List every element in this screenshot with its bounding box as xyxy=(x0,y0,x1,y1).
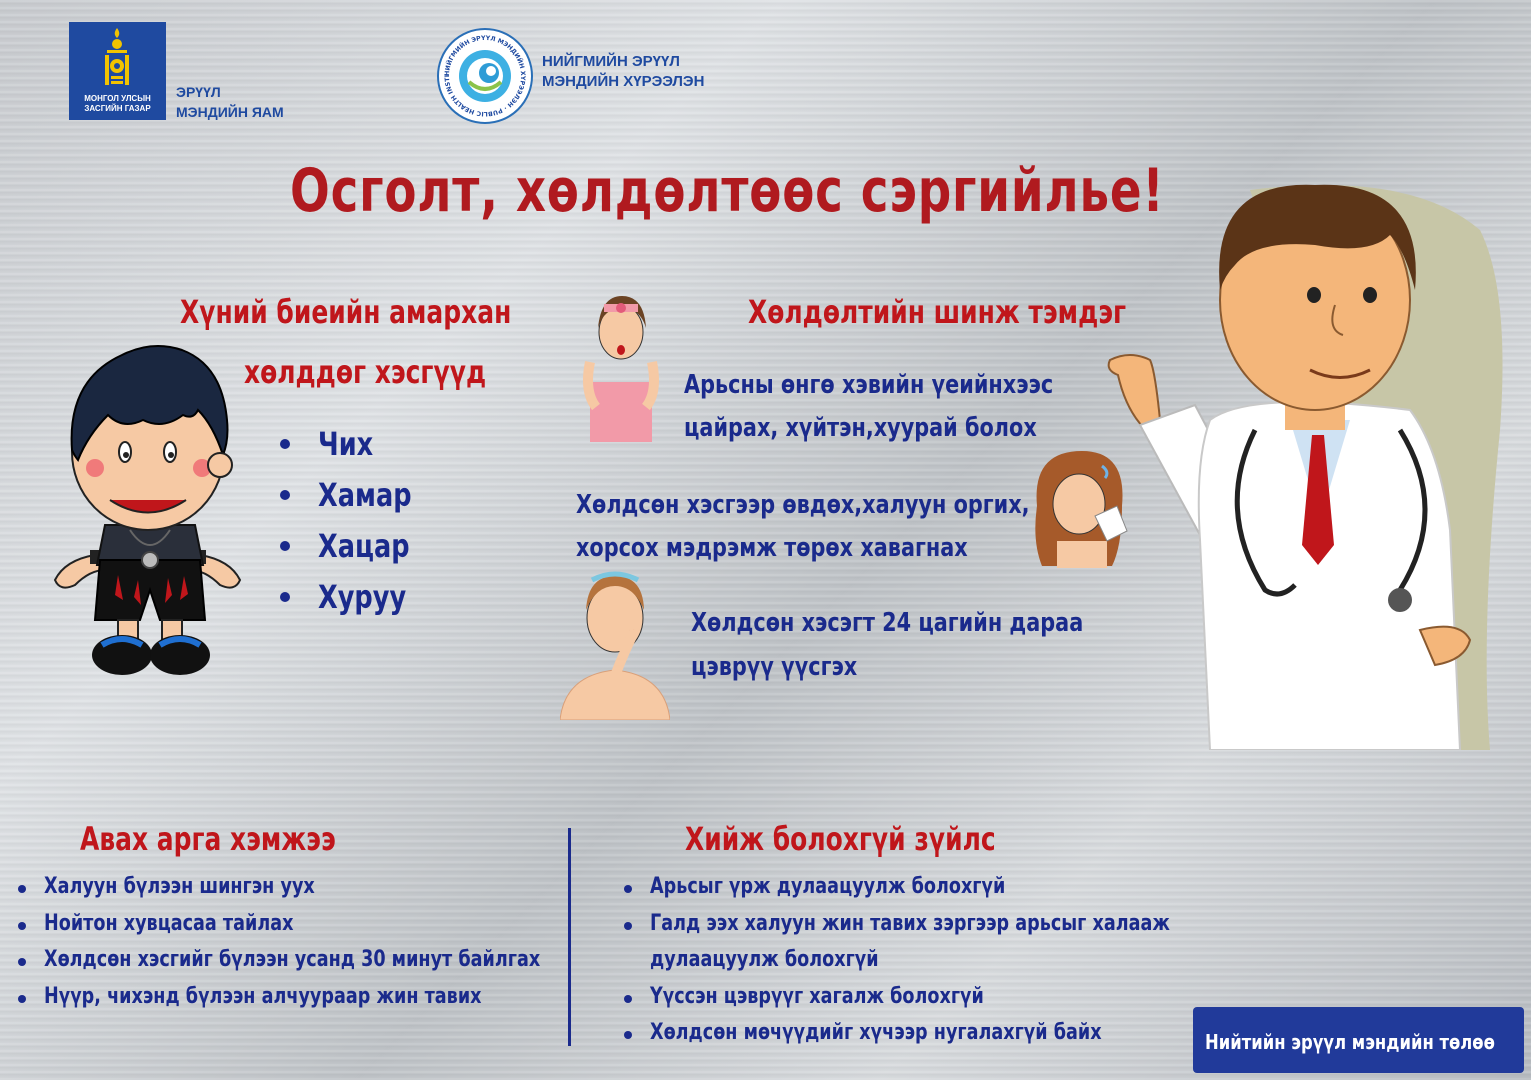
bullet-icon xyxy=(18,922,26,930)
institute-name-line2: МЭНДИЙН ХҮРЭЭЛЭН xyxy=(542,73,705,90)
list-item: Үүссэн цэврүүг хагалж болохгүй xyxy=(624,984,1184,1021)
list-item: Чих xyxy=(280,425,480,476)
body-parts-list xyxy=(280,425,480,629)
ministry-name-line1: ЭРҮҮЛ xyxy=(176,84,221,100)
measures-heading: Авах арга хэмжээ xyxy=(80,820,336,858)
bullet-icon xyxy=(624,1031,632,1039)
symptom-2-line2: хорсох мэдрэмж төрөх хавагнах xyxy=(576,533,968,563)
list-item: Нойтон хувцасаа тайлах xyxy=(18,911,578,948)
ministry-name xyxy=(176,82,284,122)
ministry-name-line2: МЭНДИЙН ЯАМ xyxy=(176,104,284,120)
list-item: Хамар xyxy=(280,476,480,527)
bullet-icon xyxy=(280,592,290,602)
bullet-icon xyxy=(624,885,632,893)
body-parts-heading-line2: хөлддөг хэсгүүд xyxy=(244,353,487,391)
body-parts-heading-line1: Хүний биеийн амархан xyxy=(180,293,512,331)
institute-logo xyxy=(437,28,533,124)
bullet-icon xyxy=(280,439,290,449)
list-item: Хөлдсөн хэсгийг бүлээн усанд 30 минут байлгах xyxy=(18,947,578,984)
bullet-icon xyxy=(280,490,290,500)
symptom-1-line2: цайрах, хүйтэн,хуурай болох xyxy=(684,413,1037,443)
list-item: Халуун бүлээн шингэн уух xyxy=(18,874,578,911)
donts-heading: Хийж болохгүй зүйлс xyxy=(685,820,996,858)
government-logo-label: МОНГОЛ УЛСЫН ЗАСГИЙН ГАЗАР xyxy=(84,94,151,113)
woman-blister-illustration xyxy=(560,570,670,720)
list-item-continuation: дулаацуулж болохгүй xyxy=(650,947,879,972)
donts-list xyxy=(624,874,1184,1057)
bullet-icon xyxy=(18,995,26,1003)
boy-illustration xyxy=(50,340,250,680)
bullet-icon xyxy=(624,995,632,1003)
soyombo-icon xyxy=(69,22,166,92)
list-item: Галд ээх халуун жин тавих зэргээр арьсыг халааж xyxy=(624,911,1184,948)
institute-name xyxy=(542,52,704,92)
footer-text: Нийтийн эрүүл мэндийн төлөө xyxy=(1205,1030,1495,1054)
institute-seal-text: НИЙГМИЙН ЭРҮҮЛ МЭНДИЙН ХҮРЭЭЛЭН · PUBLIC HEALTH INSTI xyxy=(443,34,527,118)
symptoms-heading: Хөлдөлтийн шинж тэмдэг xyxy=(748,293,1127,331)
institute-emblem-icon xyxy=(439,30,531,122)
symptom-2-line1: Хөлдсөн хэсгээр өвдөх,халуун оргих, xyxy=(576,490,1030,520)
institute-name-line1: НИЙГМИЙН ЭРҮҮЛ xyxy=(542,53,680,70)
bullet-icon xyxy=(18,958,26,966)
list-item: Хацар xyxy=(280,527,480,578)
symptom-3-line1: Хөлдсөн хэсэгт 24 цагийн дараа xyxy=(691,608,1084,638)
woman-cold-cheeks-illustration xyxy=(582,292,660,442)
doctor-illustration xyxy=(1100,160,1525,750)
measures-list xyxy=(18,874,578,1020)
list-item: Хөлдсөн мөчүүдийг хүчээр нугалахгүй байх xyxy=(624,1020,1184,1057)
symptom-1-line1: Арьсны өнгө хэвийн үеийнхээс xyxy=(684,370,1054,400)
section-divider xyxy=(568,828,571,1046)
symptom-3-line2: цэврүү үүсгэх xyxy=(691,652,858,682)
government-logo xyxy=(69,22,166,120)
bullet-icon xyxy=(624,922,632,930)
list-item: Хуруу xyxy=(280,578,480,629)
list-item: Нүүр, чихэнд бүлээн алчуураар жин тавих xyxy=(18,984,578,1021)
bullet-icon xyxy=(280,541,290,551)
list-item: Арьсыг үрж дулаацуулж болохгүй xyxy=(624,874,1184,911)
bullet-icon xyxy=(18,885,26,893)
page-title: Осголт, хөлдөлтөөс сэргийлье! xyxy=(290,156,1165,226)
